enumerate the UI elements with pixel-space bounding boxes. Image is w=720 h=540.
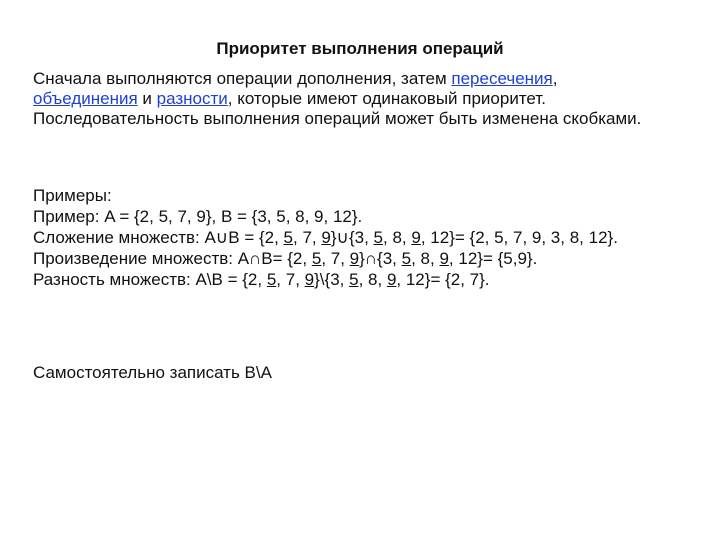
union-text-c: }∪{3, — [330, 228, 374, 247]
intersection-underlined-2: 9 — [349, 249, 360, 268]
examples-heading: Примеры: — [33, 186, 112, 205]
difference-text-e: , 12}= {2, 7}. — [396, 270, 490, 289]
difference-text-c: }\{3, — [314, 270, 350, 289]
union-underlined-4: 9 — [411, 228, 421, 247]
intro-text-3: и — [137, 89, 157, 108]
task-text: Самостоятельно записать B\A — [33, 363, 272, 382]
intersection-underlined-1: 5 — [311, 249, 322, 268]
difference-underlined-2: 9 — [304, 270, 315, 289]
union-text-a: Сложение множеств: A∪B = {2, — [33, 228, 284, 247]
difference-text-b: , 7, — [276, 270, 305, 289]
union-underlined-2: 9 — [321, 228, 331, 247]
intersection-text-d: , 8, — [411, 249, 440, 268]
intersection-text-a: Произведение множеств: A∩B= {2, — [33, 249, 312, 268]
intro-text-1: Сначала выполняются операции дополнения, затем — [33, 69, 452, 88]
intersection-text-c: }∩{3, — [359, 249, 402, 268]
difference-underlined-3: 5 — [349, 270, 359, 289]
examples-block — [33, 185, 693, 290]
intersection-text-b: , 7, — [321, 249, 350, 268]
union-text-b: , 7, — [293, 228, 322, 247]
example-sets: Пример: A = {2, 5, 7, 9}, B = {3, 5, 8, 9, 12}. — [33, 207, 363, 226]
union-text-e: , 12}= {2, 5, 7, 9, 3, 8, 12}. — [420, 228, 618, 247]
difference-text-d: , 8, — [358, 270, 387, 289]
difference-link[interactable]: разности — [156, 89, 228, 108]
difference-underlined-4: 9 — [386, 270, 397, 289]
difference-example — [33, 269, 693, 290]
union-example — [33, 227, 693, 248]
union-underlined-3: 5 — [373, 228, 384, 247]
intersection-underlined-4: 9 — [439, 249, 449, 268]
difference-text-a: Разность множеств: A\B = {2, — [33, 270, 267, 289]
intersection-example — [33, 248, 693, 269]
difference-underlined-1: 5 — [266, 270, 277, 289]
union-text-d: , 8, — [383, 228, 412, 247]
intro-text-2: , — [552, 69, 558, 88]
intro-paragraph — [33, 69, 693, 129]
intersection-underlined-3: 5 — [401, 249, 412, 268]
intersection-text-e: , 12}= {5,9}. — [448, 249, 538, 268]
intersection-link[interactable]: пересечения — [451, 69, 553, 88]
intro-text-4: , которые имеют одинаковый приоритет. Последовательность выполнения операций может быть изменена скобками. — [33, 89, 642, 128]
page-title: Приоритет выполнения операций — [216, 39, 504, 58]
union-link[interactable]: объединения — [33, 89, 138, 108]
union-underlined-1: 5 — [283, 228, 294, 247]
